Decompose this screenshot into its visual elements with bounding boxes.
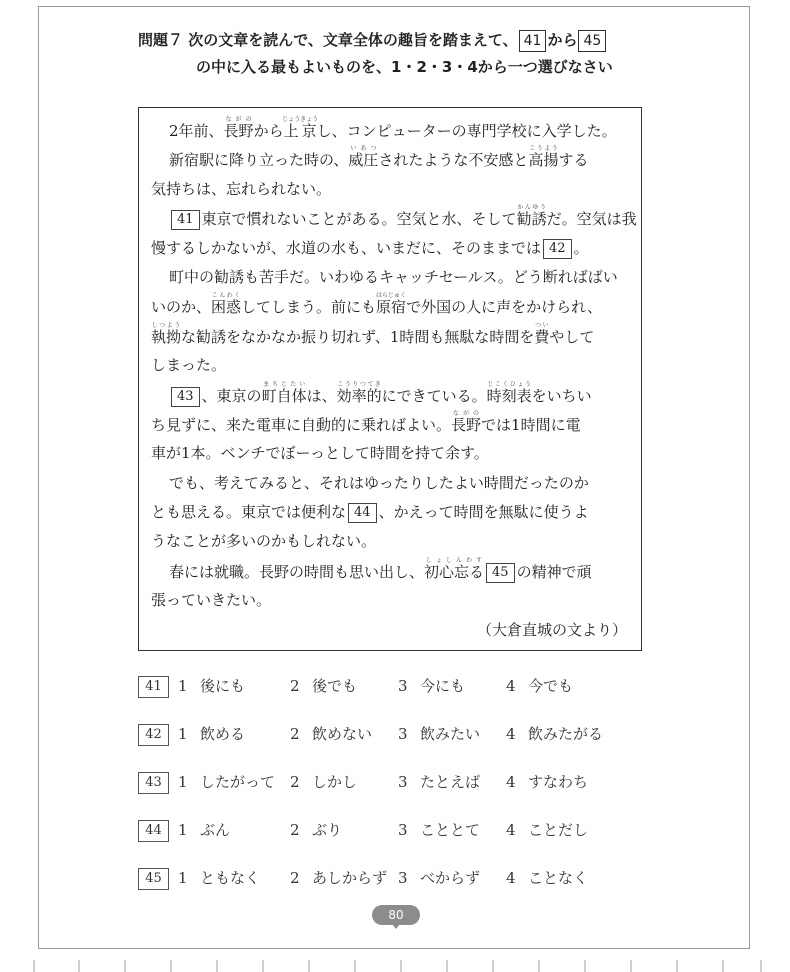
passage-line — [151, 145, 635, 174]
passage-line — [151, 557, 635, 586]
option-choice[interactable]: 3 べからず — [398, 869, 481, 887]
text-span: にできている。 — [381, 386, 487, 405]
margin-tick — [630, 960, 632, 972]
passage-line: しまった。 — [151, 356, 227, 375]
text-span: 、かえって時間を無駄に使うよ — [378, 503, 589, 522]
option-choice[interactable]: 2 しかし — [290, 773, 358, 791]
option-choice[interactable]: 1 ぶん — [178, 821, 231, 839]
header-blank-start: 41 — [519, 30, 547, 52]
text-span: ち見ずに、来た電車に自動的に乗ればよい。 — [151, 415, 452, 434]
text-span: とも思える。東京では便利な — [151, 503, 347, 522]
text-span: やして — [549, 327, 595, 346]
margin-tick — [354, 960, 356, 972]
text-span: 新宿駅に降り立った時の、 — [169, 151, 349, 170]
blank-42: 42 — [543, 239, 572, 259]
option-choice[interactable]: 3 飲みたい — [398, 725, 481, 743]
ruby-word: 長野ながの — [451, 409, 482, 434]
text-span: 2年前、 — [169, 122, 224, 140]
text-span: してしまう。前にも — [241, 298, 377, 317]
option-choice[interactable]: 1 ともなく — [178, 869, 261, 887]
margin-tick — [78, 960, 80, 972]
ruby-word: 上じょう — [282, 116, 301, 140]
ruby-word: 効率的こうりつてき — [336, 380, 382, 405]
text-span: いのか、 — [151, 298, 212, 317]
passage-line — [151, 116, 635, 145]
ruby-word: 初心忘るしょしんわす — [424, 556, 485, 581]
passage-text — [151, 116, 635, 645]
option-row — [138, 768, 658, 816]
blank-43: 43 — [171, 387, 200, 407]
option-choice[interactable]: 4 飲みたがる — [506, 725, 604, 743]
text-span: し、コンピューターの専門学校に入学した。 — [316, 122, 617, 140]
text-span: をいちい — [531, 386, 592, 405]
text-span: の精神で頑 — [516, 562, 592, 581]
option-choice[interactable]: 1 飲める — [178, 725, 246, 743]
passage-line: でも、考えてみると、それはゆったりしたよい時間だったのか — [169, 473, 589, 492]
option-choice[interactable]: 3 たとえば — [398, 773, 481, 791]
margin-tick — [308, 960, 310, 972]
passage-line — [151, 381, 635, 410]
margin-tick — [584, 960, 586, 972]
option-choice[interactable]: 3 今にも — [398, 677, 466, 695]
margin-tick — [722, 960, 724, 972]
text-span: な勧誘をなかなか振り切れず、1時間も無駄な時間を — [181, 327, 535, 346]
option-row — [138, 720, 658, 768]
text-span: だ。空気は我 — [546, 210, 637, 229]
text-span: する — [558, 151, 589, 170]
header-text-a: 問題７ 次の文章を読んで、文章全体の趣旨を踏まえて、 — [138, 31, 518, 49]
passage-line: 町中の勧誘も苦手だ。いわゆるキャッチセールス。どう断ればばい — [169, 267, 618, 286]
margin-tick — [446, 960, 448, 972]
ruby-word: 時刻表じこくひょう — [486, 380, 532, 405]
option-choice[interactable]: 4 今でも — [506, 677, 574, 695]
option-choice[interactable]: 4 ことなく — [506, 869, 589, 887]
text-span: から — [253, 122, 284, 140]
margin-tick — [538, 960, 540, 972]
passage-line — [151, 322, 635, 351]
text-span: で外国の人に声をかけられ、 — [406, 298, 602, 317]
passage-line — [151, 498, 635, 527]
text-span: 。 — [573, 238, 589, 257]
margin-tick — [33, 960, 35, 972]
ruby-word: 威圧いあつ — [348, 145, 379, 170]
blank-45: 45 — [486, 563, 515, 583]
passage-line — [151, 204, 635, 233]
option-number: 42 — [138, 724, 169, 746]
blank-44: 44 — [348, 503, 377, 523]
margin-tick — [170, 960, 172, 972]
margin-tick — [492, 960, 494, 972]
text-span: では1時間に電 — [481, 415, 581, 434]
option-row — [138, 672, 658, 720]
page-number-tail — [392, 924, 400, 929]
option-row — [138, 816, 658, 864]
ruby-word: 京きょう — [300, 116, 319, 140]
ruby-word: 費つい — [534, 321, 550, 346]
margin-tick — [676, 960, 678, 972]
blank-41: 41 — [171, 210, 200, 230]
header-text-b: から — [547, 31, 578, 49]
margin-tick — [216, 960, 218, 972]
text-span: 、東京の — [201, 386, 262, 405]
option-number: 41 — [138, 676, 169, 698]
ruby-word: 困惑こんわく — [211, 292, 242, 317]
passage-source: （大倉直城の文より） — [476, 620, 627, 639]
margin-tick — [124, 960, 126, 972]
page-number: 80 — [372, 905, 420, 925]
text-span: されたような不安感と — [378, 151, 529, 170]
text-span: は、 — [306, 386, 337, 405]
text-span: 東京で慣れないことがある。空気と水、そして — [201, 210, 517, 229]
option-number: 44 — [138, 820, 169, 842]
ruby-word: 原宿はらじゅく — [376, 292, 407, 317]
options-list — [138, 672, 658, 912]
question-header-line1 — [138, 28, 658, 52]
option-choice[interactable]: 2 後でも — [290, 677, 358, 695]
option-number: 43 — [138, 772, 169, 794]
option-choice[interactable]: 2 あしからず — [290, 869, 388, 887]
option-choice[interactable]: 2 ぶり — [290, 821, 343, 839]
ruby-word: 執拗しつよう — [151, 321, 182, 346]
passage-box — [138, 107, 642, 651]
margin-tick — [262, 960, 264, 972]
passage-line — [151, 292, 635, 321]
passage-line: 車が1本。ベンチでぼーっとして時間を持て余す。 — [151, 444, 489, 463]
header-blank-end: 45 — [578, 30, 606, 52]
option-choice[interactable]: 4 すなわち — [506, 773, 589, 791]
option-choice[interactable]: 1 後にも — [178, 677, 246, 695]
option-choice[interactable]: 1 したがって — [178, 773, 276, 791]
ruby-word: 長野ながの — [223, 116, 254, 140]
ruby-word: 勧誘かんゆう — [516, 204, 547, 229]
ruby-word: 町自体まちじたい — [261, 380, 307, 405]
margin-tick — [760, 960, 762, 972]
option-number: 45 — [138, 868, 169, 890]
option-choice[interactable]: 2 飲めない — [290, 725, 373, 743]
question-header-line2: の中に入る最もよいものを、1・2・3・4から一つ選びなさい — [196, 58, 613, 76]
option-choice[interactable]: 3 こととて — [398, 821, 481, 839]
option-choice[interactable]: 4 ことだし — [506, 821, 589, 839]
passage-line — [151, 234, 635, 263]
passage-line — [151, 410, 635, 439]
passage-line: うなことが多いのかもしれない。 — [151, 532, 377, 551]
text-span: 慢するしかないが、水道の水も、いまだに、そのままでは — [151, 238, 542, 257]
passage-line: 張っていきたい。 — [151, 591, 272, 610]
ruby-word: 高揚こうよう — [528, 145, 559, 170]
text-span: 春には就職。長野の時間も思い出し、 — [169, 562, 425, 581]
question-header — [138, 28, 658, 79]
margin-tick — [400, 960, 402, 972]
passage-line: 気持ちは、忘れられない。 — [151, 179, 332, 198]
